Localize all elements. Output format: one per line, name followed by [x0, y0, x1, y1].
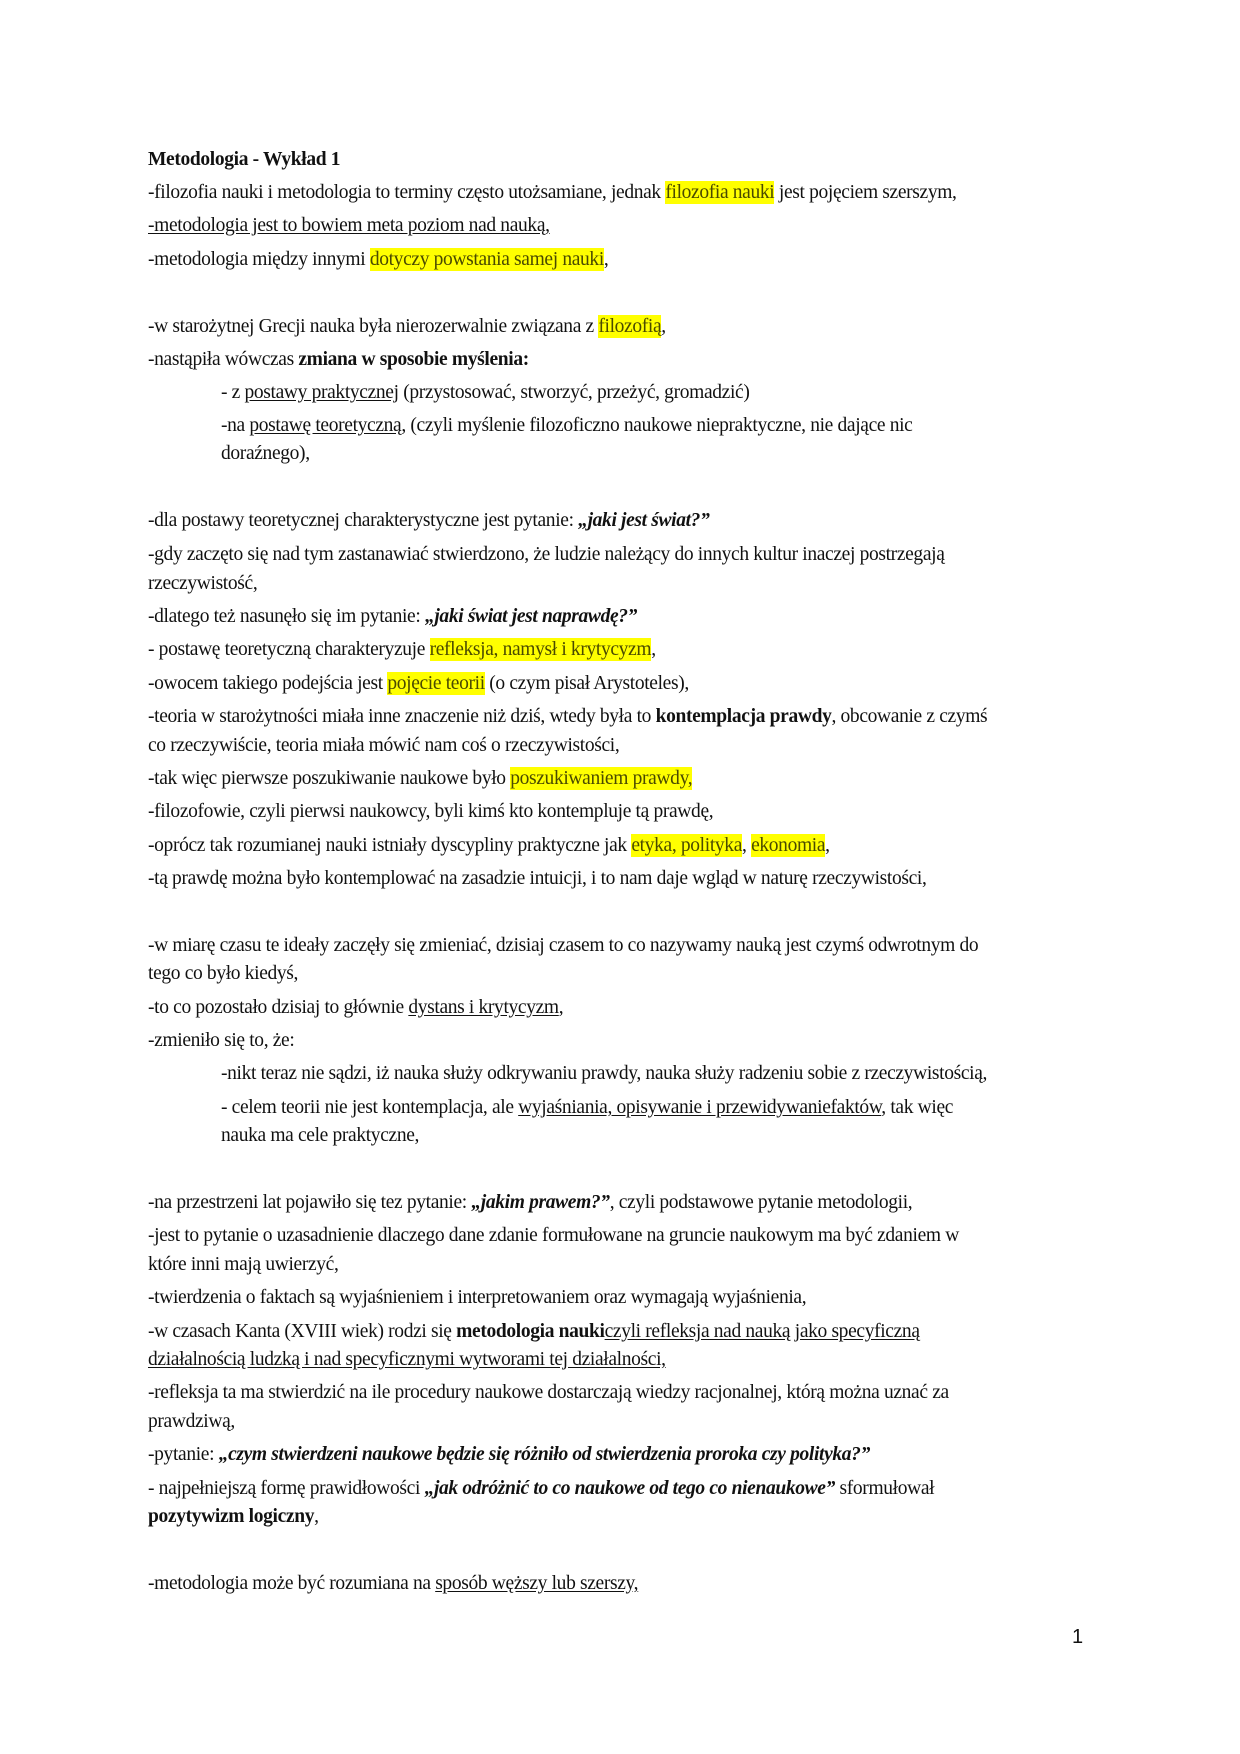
highlighted-text: ekonomia	[751, 835, 826, 856]
text-line	[148, 1443, 870, 1467]
text-line	[148, 1477, 934, 1501]
text-segment: -na	[221, 415, 250, 436]
text-segment: - z	[221, 382, 245, 403]
text-segment: -teoria w starożytności miała inne znaczenie niż dziś, wtedy była to	[148, 706, 656, 727]
text-line	[221, 1124, 419, 1148]
text-segment: -w starożytnej Grecji nauka była nierozerwalnie związana z	[148, 316, 599, 337]
highlighted-text: dotyczy powstania samej nauki	[369, 249, 604, 270]
text-segment: -refleksja ta ma stwierdzić na ile procedury naukowe dostarczają wiedzy racjonalnej, którą można uznać za	[148, 1382, 949, 1403]
text-segment: , czyli podstawowe pytanie metodologii,	[609, 1192, 913, 1213]
text-line	[148, 1191, 912, 1215]
text-line	[148, 767, 692, 791]
text-segment: ,	[558, 997, 564, 1018]
text-line	[221, 414, 913, 438]
text-segment: - postawę teoretyczną charakteryzuje	[148, 639, 430, 660]
emphasized-question: „jaki świat jest naprawdę?”	[424, 606, 638, 627]
emphasized-question: „jaki jest świat?”	[578, 510, 710, 531]
text-line	[148, 509, 709, 533]
text-segment: - najpełniejszą formę prawidłowości	[148, 1478, 425, 1499]
text-segment: rzeczywistość,	[148, 573, 258, 594]
bold-text: pozytywizm logiczny	[148, 1506, 315, 1527]
text-line	[221, 381, 749, 405]
underlined-text: postawę teoretyczną	[249, 415, 402, 436]
text-segment: prawdziwą,	[148, 1411, 235, 1432]
text-line	[148, 867, 926, 891]
text-segment: -jest to pytanie o uzasadnienie dlaczego dane zdanie formułowane na gruncie naukowym ma być zdaniem w	[148, 1225, 959, 1246]
text-segment: co rzeczywiście, teoria miała mówić nam coś o rzeczywistości,	[148, 735, 620, 756]
text-segment: , obcowanie z czymś	[831, 706, 988, 727]
text-line	[148, 1286, 806, 1310]
bold-text: zmiana w sposobie myślenia:	[298, 349, 529, 370]
text-segment: ,	[314, 1506, 319, 1527]
text-segment: -filozofowie, czyli pierwsi naukowcy, byli kimś kto kontempluje tą prawdę,	[148, 801, 714, 822]
text-segment: -dlatego też nasunęło się im pytanie:	[148, 606, 425, 627]
text-line	[148, 181, 957, 205]
text-segment: doraźnego),	[221, 443, 310, 464]
text-segment: (przystosować, stworzyć, przeżyć, gromadzić)	[398, 382, 750, 403]
text-line	[148, 734, 619, 758]
text-segment: (o czym pisał Arystoteles),	[484, 673, 689, 694]
text-segment: -w czasach Kanta (XVIII wiek) rodzi się	[148, 1321, 457, 1342]
text-segment: które inni mają uwierzyć,	[148, 1254, 339, 1275]
highlighted-text: pojęcie teorii	[387, 673, 485, 694]
text-line	[148, 996, 563, 1020]
bold-text: metodologia nauki	[456, 1321, 605, 1342]
text-line	[148, 1320, 920, 1344]
text-line	[148, 315, 666, 339]
document-title: Metodologia - Wykład 1	[148, 149, 341, 170]
underlined-text: postawy praktycznej	[244, 382, 399, 403]
text-line	[148, 638, 656, 662]
highlighted-text: etyka, polityka	[631, 835, 742, 856]
highlighted-text: poszukiwaniem prawdy,	[510, 768, 693, 789]
text-line	[148, 705, 987, 729]
text-line	[148, 1572, 638, 1596]
text-line	[221, 1096, 953, 1120]
text-line	[221, 442, 310, 466]
text-line	[148, 1029, 294, 1053]
text-line	[148, 543, 945, 567]
text-segment: sformułował	[835, 1478, 935, 1499]
text-segment: -zmieniło się to, że:	[148, 1030, 295, 1051]
text-segment: -na przestrzeni lat pojawiło się tez pytanie:	[148, 1192, 472, 1213]
text-segment: ,	[603, 249, 609, 270]
underlined-text: -metodologia jest to bowiem meta poziom nad nauką,	[148, 215, 550, 236]
text-segment: ,	[651, 639, 656, 660]
underlined-text: wyjaśniania, opisywanie i przewidywaniefaktów	[518, 1097, 882, 1118]
text-line	[148, 248, 608, 272]
highlighted-text: filozofia nauki	[665, 182, 775, 203]
text-segment: -owocem takiego podejścia jest	[148, 673, 388, 694]
text-line	[148, 1410, 235, 1434]
text-segment: -tak więc pierwsze poszukiwanie naukowe było	[148, 768, 511, 789]
text-segment: -tą prawdę można było kontemplować na zasadzie intuicji, i to nam daje wgląd w naturę rzeczywistości,	[148, 868, 927, 889]
text-segment: ,	[742, 835, 752, 856]
highlighted-text: filozofią	[598, 316, 662, 337]
text-line	[148, 214, 550, 238]
text-line	[148, 348, 529, 372]
text-segment: -oprócz tak rozumianej nauki istniały dyscypliny praktyczne jak	[148, 835, 632, 856]
text-line	[148, 962, 298, 986]
text-segment: -gdy zaczęto się nad tym zastanawiać stwierdzono, że ludzie należący do innych kultur inaczej postrzegają	[148, 544, 945, 565]
page-number: 1	[1072, 1626, 1084, 1648]
emphasized-question: „czym stwierdzeni naukowe będzie się różniło od stwierdzenia proroka czy polityka?”	[218, 1444, 870, 1465]
text-segment: -metodologia między innymi	[148, 249, 370, 270]
text-line	[221, 1062, 987, 1086]
text-segment: -filozofia nauki i metodologia to terminy często utożsamiane, jednak	[148, 182, 666, 203]
text-line	[148, 672, 689, 696]
text-line	[148, 605, 637, 629]
emphasized-question: „jakim prawem?”	[471, 1192, 610, 1213]
text-segment: -dla postawy teoretycznej charakterystyczne jest pytanie:	[148, 510, 579, 531]
text-segment: nauka ma cele praktyczne,	[221, 1125, 420, 1146]
text-segment: ,	[825, 835, 830, 856]
text-line	[148, 1505, 319, 1529]
text-segment: , (czyli myślenie filozoficzno naukowe niepraktyczne, nie dające nic	[401, 415, 913, 436]
text-segment: ,	[661, 316, 666, 337]
highlighted-text: refleksja, namysł i krytycyzm	[429, 639, 652, 660]
text-segment: - celem teorii nie jest kontemplacja, ale	[221, 1097, 519, 1118]
text-segment: -w miarę czasu te ideały zaczęły się zmieniać, dzisiaj czasem to co nazywamy nauką jest czymś odwrotnym do	[148, 935, 979, 956]
text-segment: -twierdzenia o faktach są wyjaśnieniem i interpretowaniem oraz wymagają wyjaśnienia,	[148, 1287, 807, 1308]
text-line	[148, 934, 978, 958]
text-segment: jest pojęciem szerszym,	[774, 182, 957, 203]
text-segment: , tak więc	[881, 1097, 954, 1118]
emphasized-question: „jak odróżnić to co naukowe od tego co nienaukowe”	[424, 1478, 835, 1499]
bold-text: kontemplacja prawdy	[655, 706, 832, 727]
text-line	[148, 800, 713, 824]
text-segment: -to co pozostało dzisiaj to głównie	[148, 997, 409, 1018]
text-line	[148, 1224, 959, 1248]
text-segment: -nikt teraz nie sądzi, iż nauka służy odkrywaniu prawdy, nauka służy radzeniu sobie z rzeczywistością,	[221, 1063, 988, 1084]
underlined-text: sposób węższy lub szerszy,	[435, 1573, 639, 1594]
text-segment: -metodologia może być rozumiana na	[148, 1573, 436, 1594]
text-line	[148, 834, 830, 858]
text-line	[148, 1348, 666, 1372]
underlined-text: czyli refleksja nad nauką jako specyficzną	[604, 1321, 920, 1342]
underlined-text: działalnością ludzką i nad specyficznymi wytworami tej działalności,	[148, 1349, 666, 1370]
text-segment: -nastąpiła wówczas	[148, 349, 299, 370]
text-segment: tego co było kiedyś,	[148, 963, 299, 984]
text-line	[148, 1381, 949, 1405]
text-line	[148, 572, 257, 596]
text-segment: -pytanie:	[148, 1444, 219, 1465]
underlined-text: dystans i krytycyzm	[408, 997, 559, 1018]
text-line	[148, 1253, 339, 1277]
